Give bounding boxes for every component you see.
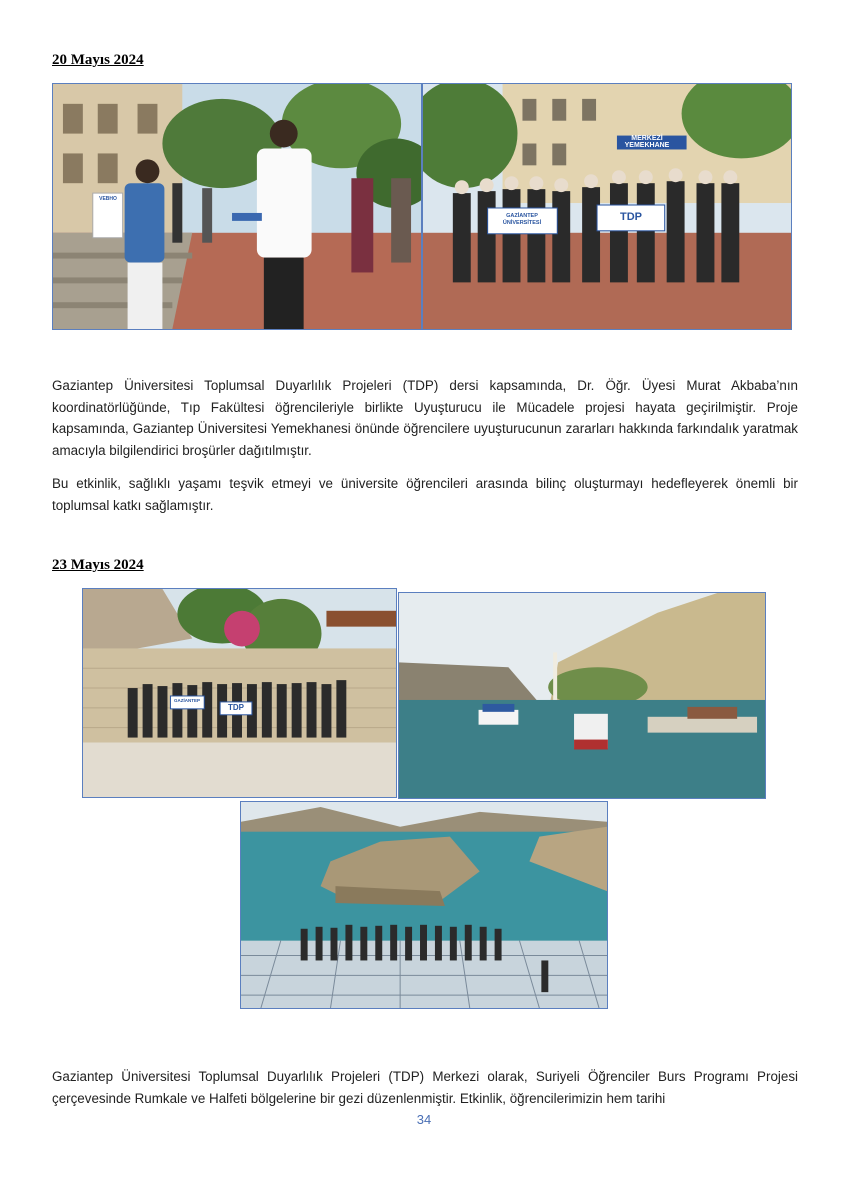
cafeteria-sign: MERKEZİ YEMEKHANE: [624, 135, 670, 149]
section1-paragraph-1: Gaziantep Üniversitesi Toplumsal Duyarlılık Projeleri (TDP) dersi kapsamında, Dr. Öğr. Üyesi Murat Akbaba’nın koordinatörlüğünde, Tıp Fakültesi öğrencileriyle birlikte Uyuşturucu ile Mücadele projesi hayata geçirilmiştir. Proje kapsamında, Gaziantep Üniversitesi Yemekhanesi önünde öğrencilere uyuşturucunun zararları hakkında farkındalık yaratmak amacıyla bilgilendirici broşürler dağıtılmıştır.: [52, 378, 798, 458]
photo-group-cafeteria: [422, 83, 792, 330]
section1-paragraph-2: Bu etkinlik, sağlıklı yaşamı teşvik etmeyi ve üniversite öğrencileri arasında bilinç oluşturmayı hedefleyerek önemli bir toplumsal katkı sağlamıştır.: [52, 476, 798, 513]
page-number: 34: [416, 1112, 432, 1127]
section-date-heading: 20 Mayıs 2024: [52, 52, 144, 68]
banner-university: GAZİANTEP ÜNİVERSİTESİ: [502, 213, 542, 226]
banner-tdp: TDP: [620, 211, 642, 223]
photo-glass-terrace: [240, 801, 608, 1009]
section-date-heading-2: 23 Mayıs 2024: [52, 557, 144, 573]
photo-group-rumkale: [82, 588, 397, 798]
photo-halfeti-boats: [398, 592, 766, 799]
section2-paragraph-1: Gaziantep Üniversitesi Toplumsal Duyarlılık Projeleri (TDP) Merkezi olarak, Suriyeli Öğrenciler Burs Programı Projesi çerçevesinde Rumkale ve Halfeti bölgelerine bir gezi düzenlenmiştir. Etkinlik, öğrencilerimizin hem tarihi: [52, 1069, 798, 1106]
banner-tdp-2: TDP: [228, 703, 244, 712]
brochure-label: VEBHO: [99, 196, 117, 202]
photo-brochure-handout: [52, 83, 422, 330]
banner-university-2: GAZİANTEP: [173, 698, 200, 703]
